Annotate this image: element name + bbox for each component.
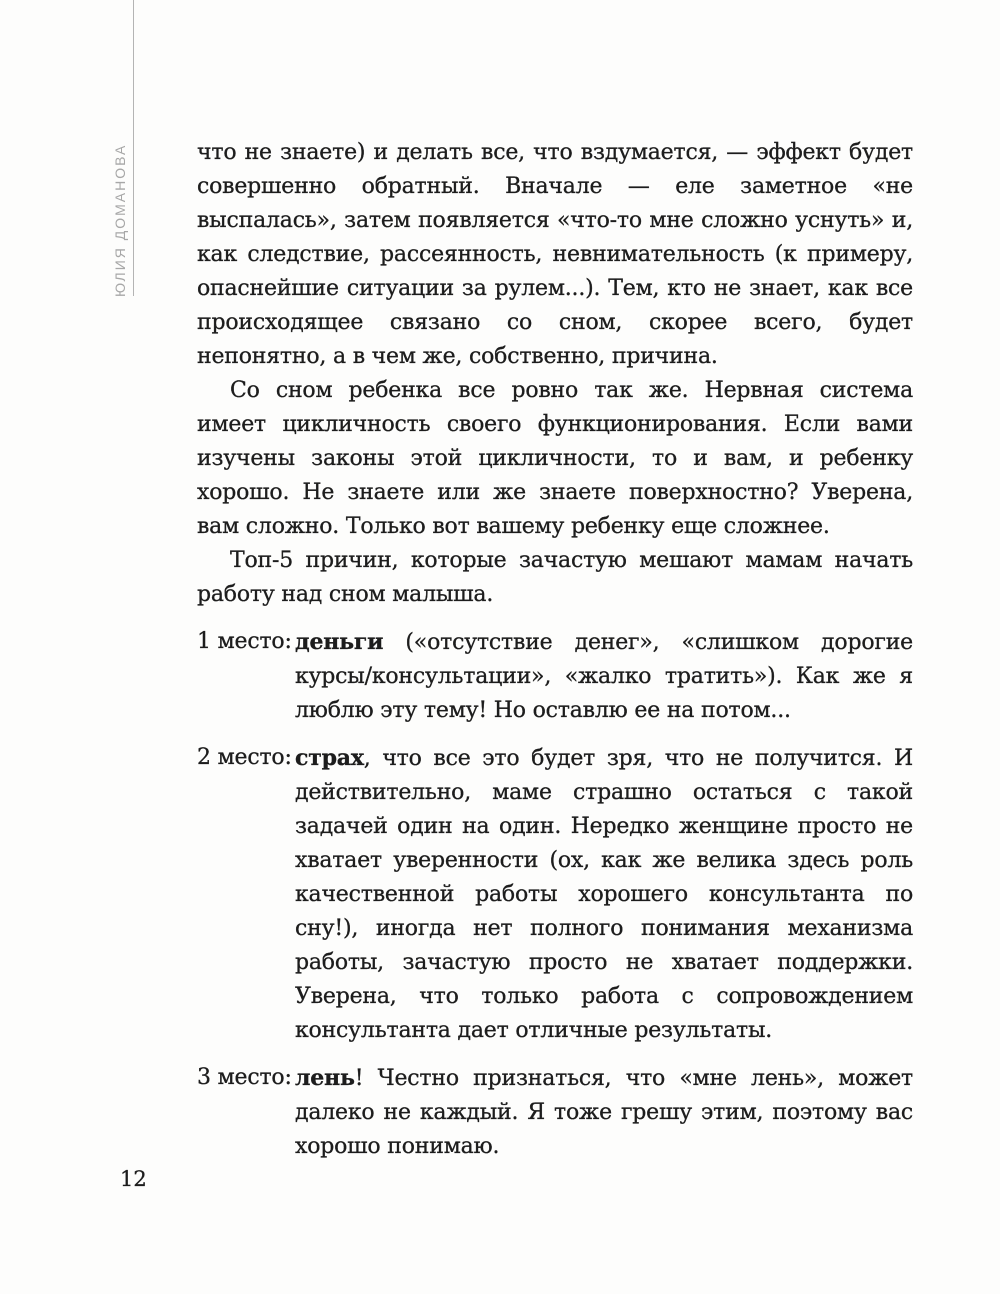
list-item-place-1 <box>197 625 913 728</box>
place-3-text: ! Честно признаться, что «мне лень», может далеко не каждый. Я тоже грешу этим, поэтому вас хорошо понимаю. <box>295 1066 913 1159</box>
paragraph-child-sleep: Со сном ребенка все ровно так же. Нервная система имеет цикличность своего функционирования. Если вами изучены законы этой цикличности, то и вам, и ребенку хорошо. Не знаете или же знаете поверхностно? Уверена, вам сложно. Только вот вашему ребенку еще сложнее. <box>197 378 913 539</box>
place-3-body <box>295 1061 913 1164</box>
list-item-place-2 <box>197 741 913 1048</box>
place-1-label: 1 место: <box>197 629 292 654</box>
place-1-keyword: деньги <box>295 629 384 655</box>
place-2-body <box>295 741 913 1048</box>
place-2-keyword: страх <box>295 745 364 771</box>
list-item-place-3 <box>197 1061 913 1164</box>
place-2-label: 2 место: <box>197 745 292 770</box>
place-1-text: («отсутствие денег», «слишком дорогие курсы/консультации», «жалко тратить»). Как же я люблю эту тему! Но оставлю ее на потом... <box>295 630 913 723</box>
place-2-text: , что все это будет зря, что не получится. И действительно, маме страшно остаться с такой задачей один на один. Нередко женщине просто не хватает уверенности (ох, как же велика здесь роль качественной работы хорошего консультанта по сну!), иногда нет полного понимания механизма работы, зачастую просто не хватает поддержки. Уверена, что только работа с сопровождением консультанта дает отличные результаты. <box>295 746 913 1043</box>
place-3-label: 3 место: <box>197 1065 292 1090</box>
paragraph-continuation: что не знаете) и делать все, что вздумается, — эффект будет совершенно обратный. Вначале — еле заметное «не выспалась», затем появляется «что-то мне сложно уснуть» и, как следствие, рассеянность, невнимательность (к примеру, опаснейшие ситуации за рулем...). Тем, кто не знает, как все происходящее связано со сном, скорее всего, будет непонятно, а в чем же, собственно, причина. <box>197 140 913 369</box>
page-number: 12 <box>120 1167 147 1191</box>
body-text <box>197 136 913 1164</box>
top5-list <box>197 625 913 1164</box>
sidebar-author-label: ЮЛИЯ ДОМАНОВА <box>112 143 128 297</box>
paragraph-top5-intro: Топ-5 причин, которые зачастую мешают мамам начать работу над сном малыша. <box>197 548 913 607</box>
place-1-body <box>295 625 913 728</box>
place-3-keyword: лень <box>295 1065 355 1091</box>
sidebar-rule <box>133 0 134 296</box>
